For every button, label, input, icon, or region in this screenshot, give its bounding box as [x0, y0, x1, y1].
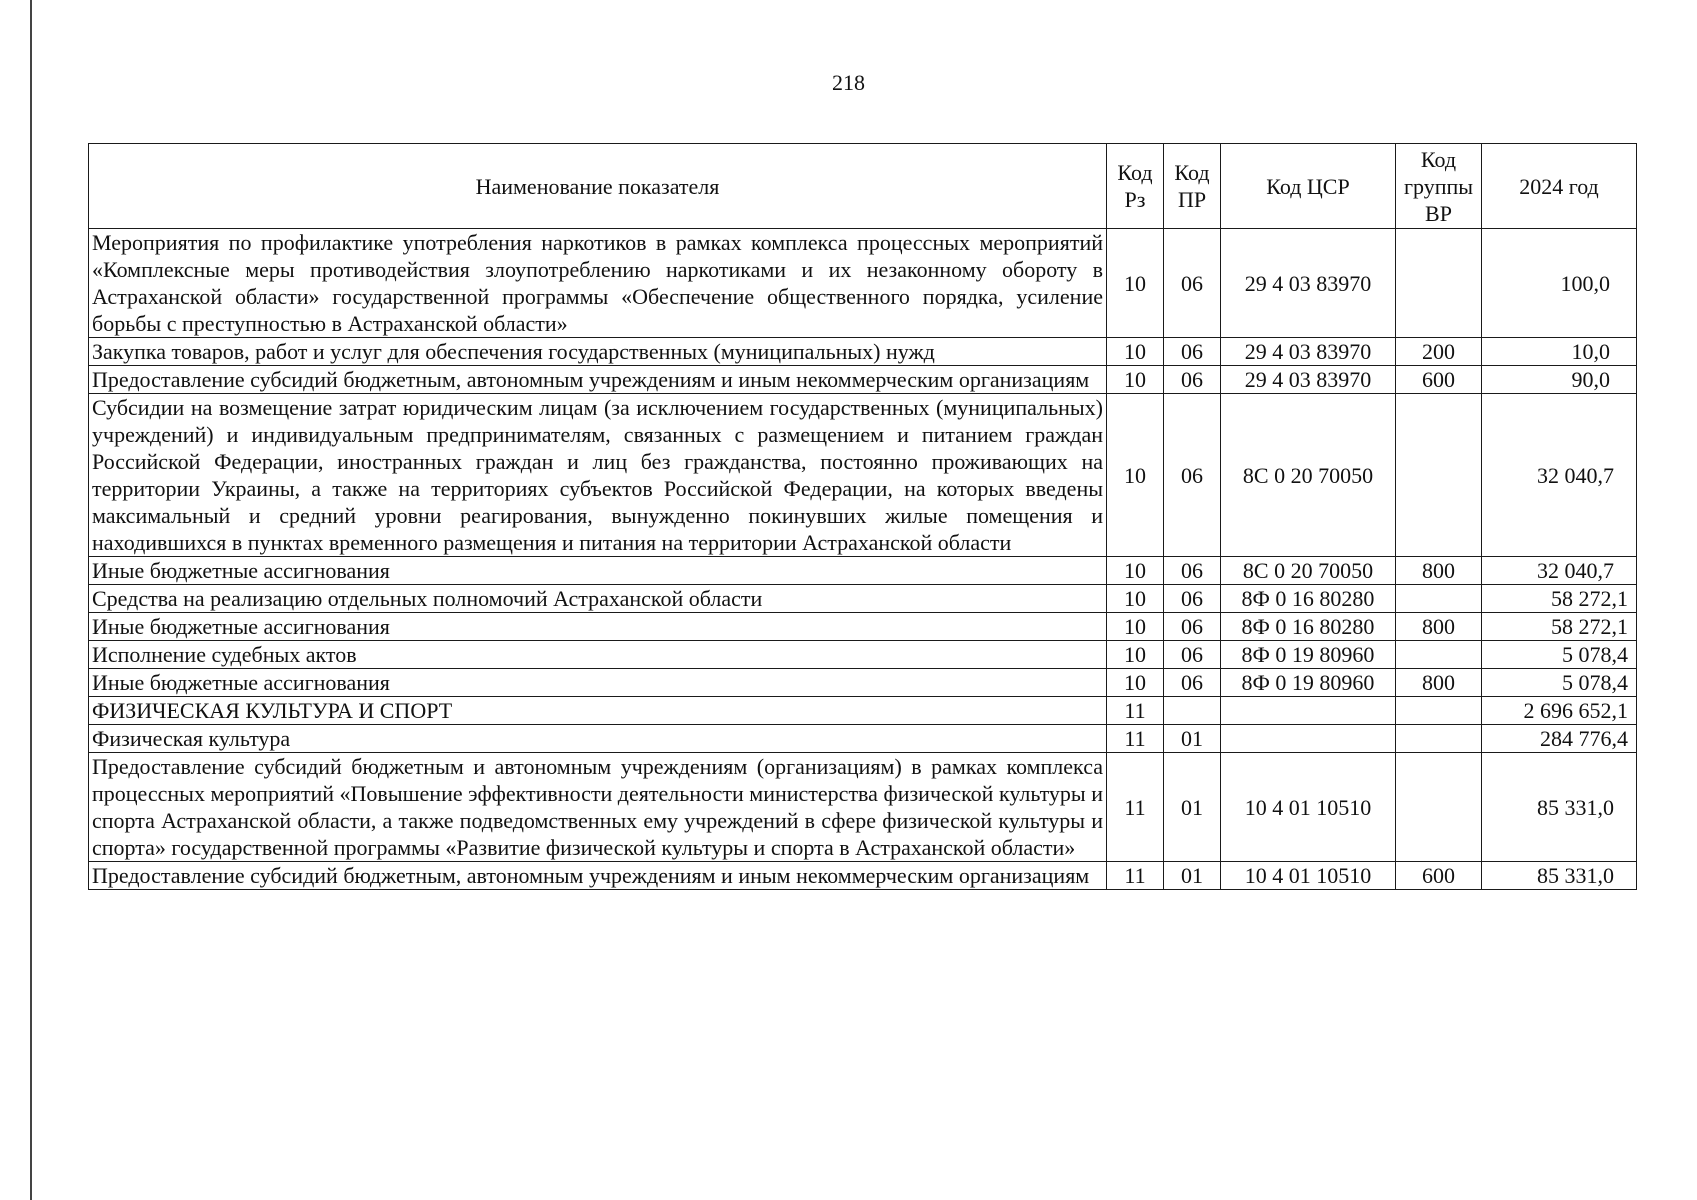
row-vr: [1396, 394, 1482, 557]
row-vr: [1396, 753, 1482, 862]
row-rz: 10: [1107, 585, 1164, 613]
row-name: Физическая культура: [89, 725, 1107, 753]
row-name: Иные бюджетные ассигнования: [89, 613, 1107, 641]
table-row: [89, 585, 1637, 613]
row-amount: 90,0: [1482, 366, 1637, 394]
row-pr: 06: [1164, 366, 1221, 394]
row-pr: 06: [1164, 669, 1221, 697]
row-vr: [1396, 229, 1482, 338]
row-rz: 11: [1107, 725, 1164, 753]
row-amount: 85 331,0: [1482, 753, 1637, 862]
row-rz: 11: [1107, 753, 1164, 862]
row-csr: 29 4 03 83970: [1221, 366, 1396, 394]
row-vr: [1396, 641, 1482, 669]
row-pr: 01: [1164, 725, 1221, 753]
table-row: [89, 669, 1637, 697]
row-csr: 10 4 01 10510: [1221, 862, 1396, 890]
row-pr: 06: [1164, 613, 1221, 641]
table-row: [89, 862, 1637, 890]
table-row: [89, 613, 1637, 641]
row-pr: 06: [1164, 394, 1221, 557]
row-name: Иные бюджетные ассигнования: [89, 557, 1107, 585]
row-rz: 10: [1107, 613, 1164, 641]
row-vr: 600: [1396, 862, 1482, 890]
row-csr: 8Ф 0 19 80960: [1221, 669, 1396, 697]
row-amount: 2 696 652,1: [1482, 697, 1637, 725]
row-name: Средства на реализацию отдельных полномочий Астраханской области: [89, 585, 1107, 613]
row-csr: 8С 0 20 70050: [1221, 394, 1396, 557]
row-rz: 11: [1107, 862, 1164, 890]
row-csr: 29 4 03 83970: [1221, 338, 1396, 366]
row-rz: 10: [1107, 669, 1164, 697]
table-row: [89, 697, 1637, 725]
row-amount: 32 040,7: [1482, 394, 1637, 557]
row-csr: 8С 0 20 70050: [1221, 557, 1396, 585]
row-name: Закупка товаров, работ и услуг для обеспечения государственных (муниципальных) нужд: [89, 338, 1107, 366]
row-amount: 32 040,7: [1482, 557, 1637, 585]
row-csr: 8Ф 0 19 80960: [1221, 641, 1396, 669]
row-rz: 10: [1107, 557, 1164, 585]
row-name: Мероприятия по профилактике употребления наркотиков в рамках комплекса процессных мероприятий «Комплексные меры противодействия злоупотреблению наркотиками и их незаконному обороту в Астраханской области» государственной программы «Обеспечение общественного порядка, усиление борьбы с преступностью в Астраханской области»: [89, 229, 1107, 338]
header-csr: Код ЦСР: [1221, 144, 1396, 229]
row-vr: 600: [1396, 366, 1482, 394]
row-amount: 284 776,4: [1482, 725, 1637, 753]
table-row: [89, 753, 1637, 862]
table-row: [89, 641, 1637, 669]
row-csr: 10 4 01 10510: [1221, 753, 1396, 862]
row-name: Предоставление субсидий бюджетным, автономным учреждениям и иным некоммерческим организациям: [89, 366, 1107, 394]
row-vr: 800: [1396, 613, 1482, 641]
row-rz: 10: [1107, 229, 1164, 338]
row-amount: 58 272,1: [1482, 585, 1637, 613]
row-pr: 06: [1164, 585, 1221, 613]
row-amount: 10,0: [1482, 338, 1637, 366]
header-vr: Код группы ВР: [1396, 144, 1482, 229]
table-row: [89, 557, 1637, 585]
row-csr: 8Ф 0 16 80280: [1221, 613, 1396, 641]
row-name: Исполнение судебных актов: [89, 641, 1107, 669]
page-number: 218: [832, 70, 865, 95]
table-row: [89, 338, 1637, 366]
row-amount: 85 331,0: [1482, 862, 1637, 890]
row-rz: 11: [1107, 697, 1164, 725]
row-csr: [1221, 697, 1396, 725]
row-pr: 06: [1164, 338, 1221, 366]
header-rz: Код Рз: [1107, 144, 1164, 229]
header-pr: Код ПР: [1164, 144, 1221, 229]
row-amount: 58 272,1: [1482, 613, 1637, 641]
row-vr: 800: [1396, 557, 1482, 585]
row-rz: 10: [1107, 366, 1164, 394]
table-row: [89, 366, 1637, 394]
row-pr: 06: [1164, 229, 1221, 338]
table-row: [89, 229, 1637, 338]
row-vr: 800: [1396, 669, 1482, 697]
row-vr: [1396, 697, 1482, 725]
row-name: Иные бюджетные ассигнования: [89, 669, 1107, 697]
page-binding-line: [30, 0, 32, 1200]
row-pr: [1164, 697, 1221, 725]
row-amount: 5 078,4: [1482, 641, 1637, 669]
row-amount: 100,0: [1482, 229, 1637, 338]
row-pr: 06: [1164, 557, 1221, 585]
row-amount: 5 078,4: [1482, 669, 1637, 697]
row-pr: 06: [1164, 641, 1221, 669]
row-name: ФИЗИЧЕСКАЯ КУЛЬТУРА И СПОРТ: [89, 697, 1107, 725]
row-pr: 01: [1164, 862, 1221, 890]
row-vr: [1396, 725, 1482, 753]
table-row: [89, 725, 1637, 753]
table-row: [89, 394, 1637, 557]
row-name: Предоставление субсидий бюджетным и автономным учреждениям (организациям) в рамках комплекса процессных мероприятий «Повышение эффективности деятельности министерства физической культуры и спорта Астраханской области, а также подведомственных ему учреждений в сфере физической культуры и спорта» государственной программы «Развитие физической культуры и спорта в Астраханской области»: [89, 753, 1107, 862]
row-rz: 10: [1107, 641, 1164, 669]
row-csr: 8Ф 0 16 80280: [1221, 585, 1396, 613]
row-name: Субсидии на возмещение затрат юридическим лицам (за исключением государственных (муниципальных) учреждений) и индивидуальным предпринимателям, связанных с размещением и питанием граждан Российской Федерации, иностранных граждан и лиц без гражданства, постоянно проживающих на территории Украины, а также на территориях субъектов Российской Федерации, на которых введены максимальный и средний уровни реагирования, вынужденно покинувших жилые помещения и находившихся в пунктах временного размещения и питания на территории Астраханской области: [89, 394, 1107, 557]
budget-table: [88, 143, 1637, 890]
row-vr: [1396, 585, 1482, 613]
row-name: Предоставление субсидий бюджетным, автономным учреждениям и иным некоммерческим организациям: [89, 862, 1107, 890]
header-year: 2024 год: [1482, 144, 1637, 229]
row-rz: 10: [1107, 338, 1164, 366]
table-header-row: [89, 144, 1637, 229]
row-csr: [1221, 725, 1396, 753]
row-rz: 10: [1107, 394, 1164, 557]
row-pr: 01: [1164, 753, 1221, 862]
row-vr: 200: [1396, 338, 1482, 366]
row-csr: 29 4 03 83970: [1221, 229, 1396, 338]
header-name: Наименование показателя: [89, 144, 1107, 229]
